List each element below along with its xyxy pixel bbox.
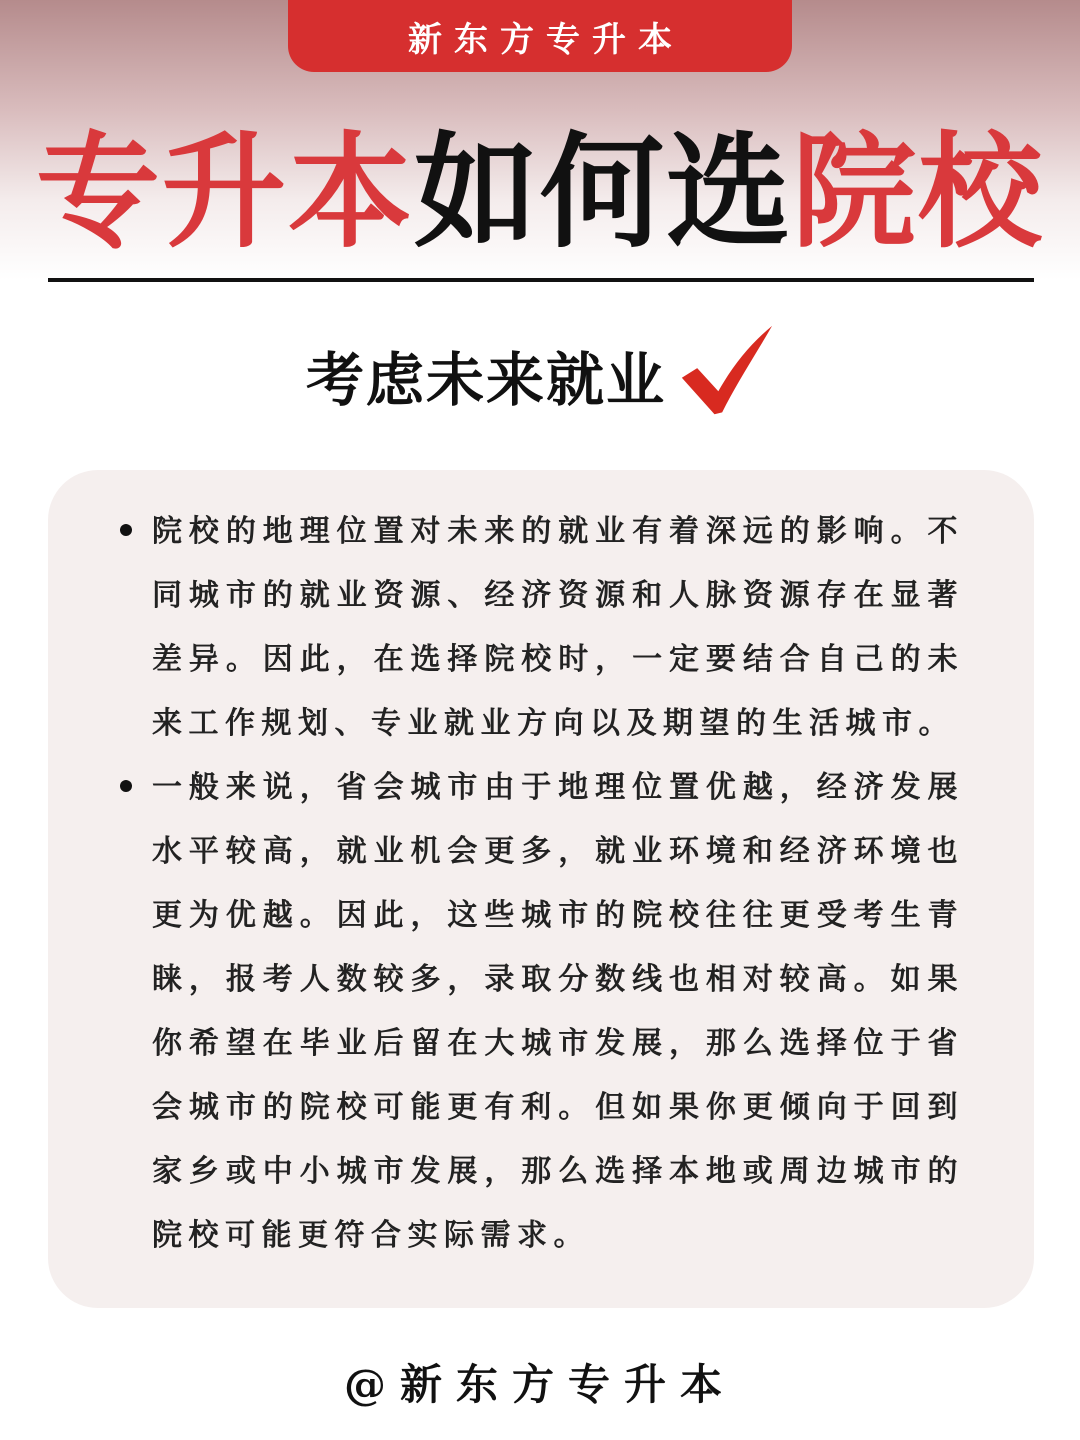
footer-handle: @新东方专升本 (343, 1360, 736, 1409)
bullet-text: 院校的地理位置对未来的就业有着深远的影响。不同城市的就业资源、经济资源和人脉资源存在显著差异。因此，在选择院校时，一定要结合自己的未来工作规划、专业就业方向以及期望的生活城市。 (152, 514, 964, 741)
bullet-text: 一般来说，省会城市由于地理位置优越，经济发展水平较高，就业机会更多，就业环境和经济环境也更为优越。因此，这些城市的院校往往更受考生青睐，报考人数较多，录取分数线也相对较高。如果你希望在毕业后留在大城市发展，那么选择位于省会城市的院校可能更有利。但如果你更倾向于回到家乡或中小城市发展，那么选择本地或周边城市的院校可能更符合实际需求。 (152, 770, 964, 1253)
title-part-2: 如何选 (413, 120, 792, 265)
subtitle-row (0, 320, 1080, 430)
bullet-dot (120, 780, 132, 792)
bullet-list (104, 500, 964, 1268)
title-divider (48, 278, 1034, 282)
list-item (104, 756, 964, 1268)
brand-tab: 新东方专升本 (288, 0, 792, 72)
title-part-3: 院校 (792, 120, 1045, 265)
subtitle: 考虑未来就业 (305, 346, 666, 414)
checkmark-icon (678, 324, 774, 420)
title-part-1: 专升本 (35, 120, 414, 265)
page-title (0, 118, 1080, 268)
bullet-dot (120, 524, 132, 536)
list-item (104, 500, 964, 756)
